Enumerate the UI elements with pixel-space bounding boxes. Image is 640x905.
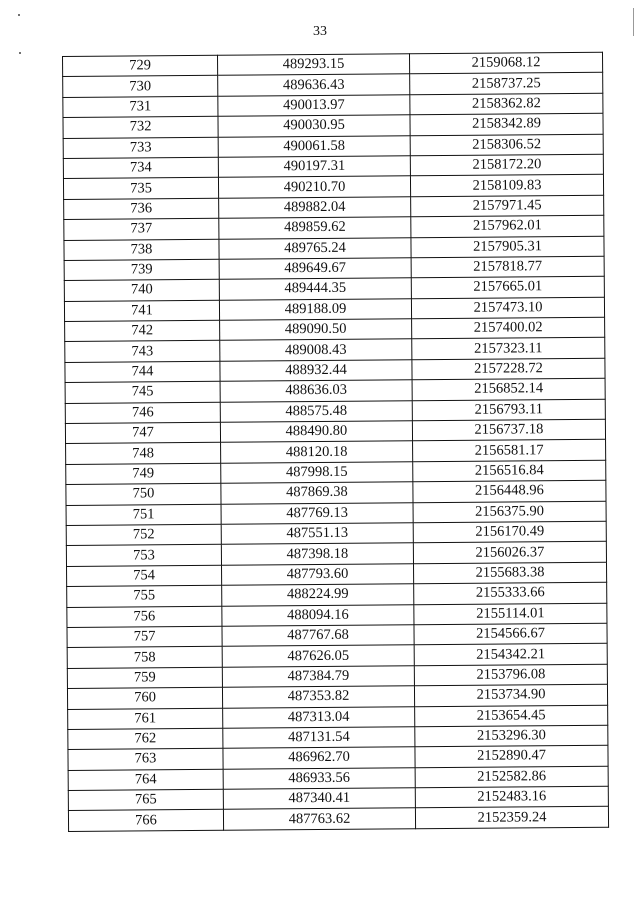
point-number-cell: 766 bbox=[68, 810, 223, 832]
y-coordinate-cell: 2153734.90 bbox=[414, 684, 607, 706]
x-coordinate-cell: 488932.44 bbox=[220, 360, 412, 382]
x-coordinate-cell: 490013.97 bbox=[218, 95, 410, 117]
x-coordinate-cell: 487763.62 bbox=[223, 808, 415, 830]
page-number: 33 bbox=[313, 24, 327, 39]
x-coordinate-cell: 487793.60 bbox=[222, 564, 414, 586]
point-number-cell: 744 bbox=[65, 361, 220, 383]
point-number-cell: 762 bbox=[68, 728, 223, 750]
point-number-cell: 746 bbox=[65, 402, 220, 424]
x-coordinate-cell: 489008.43 bbox=[220, 339, 412, 361]
x-coordinate-cell: 487998.15 bbox=[221, 462, 413, 484]
x-coordinate-cell: 490030.95 bbox=[218, 115, 410, 137]
point-number-cell: 739 bbox=[64, 259, 219, 281]
y-coordinate-cell: 2157400.02 bbox=[412, 317, 605, 339]
x-coordinate-cell: 488094.16 bbox=[222, 604, 414, 626]
y-coordinate-cell: 2152483.16 bbox=[415, 786, 608, 808]
y-coordinate-cell: 2152582.86 bbox=[415, 766, 608, 788]
x-coordinate-cell: 487869.38 bbox=[221, 482, 413, 504]
x-coordinate-cell: 488120.18 bbox=[221, 441, 413, 463]
point-number-cell: 748 bbox=[66, 443, 221, 465]
y-coordinate-cell: 2156581.17 bbox=[413, 440, 606, 462]
point-number-cell: 741 bbox=[64, 300, 219, 322]
point-number-cell: 749 bbox=[66, 463, 221, 485]
y-coordinate-cell: 2158737.25 bbox=[410, 73, 603, 95]
x-coordinate-cell: 489090.50 bbox=[220, 319, 412, 341]
point-number-cell: 763 bbox=[68, 749, 223, 771]
y-coordinate-cell: 2159068.12 bbox=[409, 52, 602, 74]
x-coordinate-cell: 490210.70 bbox=[218, 176, 410, 198]
y-coordinate-cell: 2153654.45 bbox=[415, 705, 608, 727]
x-coordinate-cell: 487384.79 bbox=[222, 665, 414, 687]
coordinates-table bbox=[62, 52, 609, 832]
y-coordinate-cell: 2157971.45 bbox=[411, 195, 604, 217]
point-number-cell: 736 bbox=[64, 198, 219, 220]
y-coordinate-cell: 2155333.66 bbox=[414, 582, 607, 604]
x-coordinate-cell: 487769.13 bbox=[221, 502, 413, 524]
scan-edge-mark bbox=[633, 8, 634, 36]
point-number-cell: 740 bbox=[64, 280, 219, 302]
y-coordinate-cell: 2156170.49 bbox=[413, 521, 606, 543]
point-number-cell: 760 bbox=[67, 687, 222, 709]
y-coordinate-cell: 2157665.01 bbox=[411, 277, 604, 299]
point-number-cell: 752 bbox=[66, 524, 221, 546]
point-number-cell: 764 bbox=[68, 769, 223, 791]
y-coordinate-cell: 2156852.14 bbox=[412, 378, 605, 400]
x-coordinate-cell: 487626.05 bbox=[222, 645, 414, 667]
y-coordinate-cell: 2154342.21 bbox=[414, 644, 607, 666]
point-number-cell: 743 bbox=[65, 341, 220, 363]
y-coordinate-cell: 2153796.08 bbox=[414, 664, 607, 686]
point-number-cell: 747 bbox=[65, 422, 220, 444]
point-number-cell: 755 bbox=[67, 585, 222, 607]
y-coordinate-cell: 2158362.82 bbox=[410, 93, 603, 115]
point-number-cell: 745 bbox=[65, 382, 220, 404]
x-coordinate-cell: 486962.70 bbox=[223, 747, 415, 769]
y-coordinate-cell: 2158342.89 bbox=[410, 113, 603, 135]
x-coordinate-cell: 489188.09 bbox=[219, 298, 411, 320]
y-coordinate-cell: 2158172.20 bbox=[410, 154, 603, 176]
x-coordinate-cell: 489649.67 bbox=[219, 258, 411, 280]
scan-speck bbox=[18, 14, 20, 16]
y-coordinate-cell: 2157905.31 bbox=[411, 236, 604, 258]
y-coordinate-cell: 2156375.90 bbox=[413, 501, 606, 523]
point-number-cell: 759 bbox=[67, 667, 222, 689]
x-coordinate-cell: 490061.58 bbox=[218, 135, 410, 157]
y-coordinate-cell: 2154566.67 bbox=[414, 623, 607, 645]
y-coordinate-cell: 2155114.01 bbox=[414, 603, 607, 625]
point-number-cell: 756 bbox=[67, 606, 222, 628]
point-number-cell: 750 bbox=[66, 483, 221, 505]
x-coordinate-cell: 487767.68 bbox=[222, 625, 414, 647]
y-coordinate-cell: 2157818.77 bbox=[411, 256, 604, 278]
y-coordinate-cell: 2157228.72 bbox=[412, 358, 605, 380]
y-coordinate-cell: 2152890.47 bbox=[415, 746, 608, 768]
x-coordinate-cell: 487398.18 bbox=[221, 543, 413, 565]
point-number-cell: 730 bbox=[63, 76, 218, 98]
point-number-cell: 753 bbox=[66, 545, 221, 567]
y-coordinate-cell: 2156737.18 bbox=[412, 419, 605, 441]
y-coordinate-cell: 2155683.38 bbox=[413, 562, 606, 584]
point-number-cell: 738 bbox=[64, 239, 219, 261]
point-number-cell: 733 bbox=[63, 137, 218, 159]
x-coordinate-cell: 489636.43 bbox=[218, 74, 410, 96]
y-coordinate-cell: 2156026.37 bbox=[413, 542, 606, 564]
scan-speck bbox=[19, 52, 21, 54]
point-number-cell: 757 bbox=[67, 626, 222, 648]
x-coordinate-cell: 489444.35 bbox=[219, 278, 411, 300]
x-coordinate-cell: 488224.99 bbox=[222, 584, 414, 606]
y-coordinate-cell: 2157962.01 bbox=[411, 215, 604, 237]
y-coordinate-cell: 2156448.96 bbox=[413, 480, 606, 502]
point-number-cell: 734 bbox=[63, 157, 218, 179]
point-number-cell: 729 bbox=[63, 55, 218, 77]
y-coordinate-cell: 2156516.84 bbox=[413, 460, 606, 482]
y-coordinate-cell: 2152359.24 bbox=[415, 807, 608, 829]
y-coordinate-cell: 2153296.30 bbox=[415, 725, 608, 747]
y-coordinate-cell: 2157473.10 bbox=[411, 297, 604, 319]
point-number-cell: 751 bbox=[66, 504, 221, 526]
x-coordinate-cell: 489293.15 bbox=[217, 54, 409, 76]
coordinates-table-body bbox=[63, 52, 609, 831]
table-row bbox=[68, 807, 608, 832]
x-coordinate-cell: 488575.48 bbox=[220, 400, 412, 422]
x-coordinate-cell: 489882.04 bbox=[219, 197, 411, 219]
x-coordinate-cell: 488490.80 bbox=[220, 421, 412, 443]
point-number-cell: 754 bbox=[67, 565, 222, 587]
x-coordinate-cell: 489859.62 bbox=[219, 217, 411, 239]
point-number-cell: 737 bbox=[64, 218, 219, 240]
x-coordinate-cell: 487131.54 bbox=[223, 727, 415, 749]
x-coordinate-cell: 487353.82 bbox=[222, 686, 414, 708]
x-coordinate-cell: 490197.31 bbox=[218, 156, 410, 178]
y-coordinate-cell: 2156793.11 bbox=[412, 399, 605, 421]
point-number-cell: 765 bbox=[68, 789, 223, 811]
point-number-cell: 758 bbox=[67, 647, 222, 669]
x-coordinate-cell: 488636.03 bbox=[220, 380, 412, 402]
x-coordinate-cell: 487313.04 bbox=[223, 706, 415, 728]
y-coordinate-cell: 2158109.83 bbox=[410, 175, 603, 197]
x-coordinate-cell: 486933.56 bbox=[223, 767, 415, 789]
point-number-cell: 761 bbox=[68, 708, 223, 730]
point-number-cell: 731 bbox=[63, 96, 218, 118]
x-coordinate-cell: 487551.13 bbox=[221, 523, 413, 545]
point-number-cell: 735 bbox=[63, 178, 218, 200]
y-coordinate-cell: 2157323.11 bbox=[412, 338, 605, 360]
x-coordinate-cell: 489765.24 bbox=[219, 237, 411, 259]
x-coordinate-cell: 487340.41 bbox=[223, 788, 415, 810]
point-number-cell: 732 bbox=[63, 116, 218, 138]
point-number-cell: 742 bbox=[65, 320, 220, 342]
y-coordinate-cell: 2158306.52 bbox=[410, 134, 603, 156]
